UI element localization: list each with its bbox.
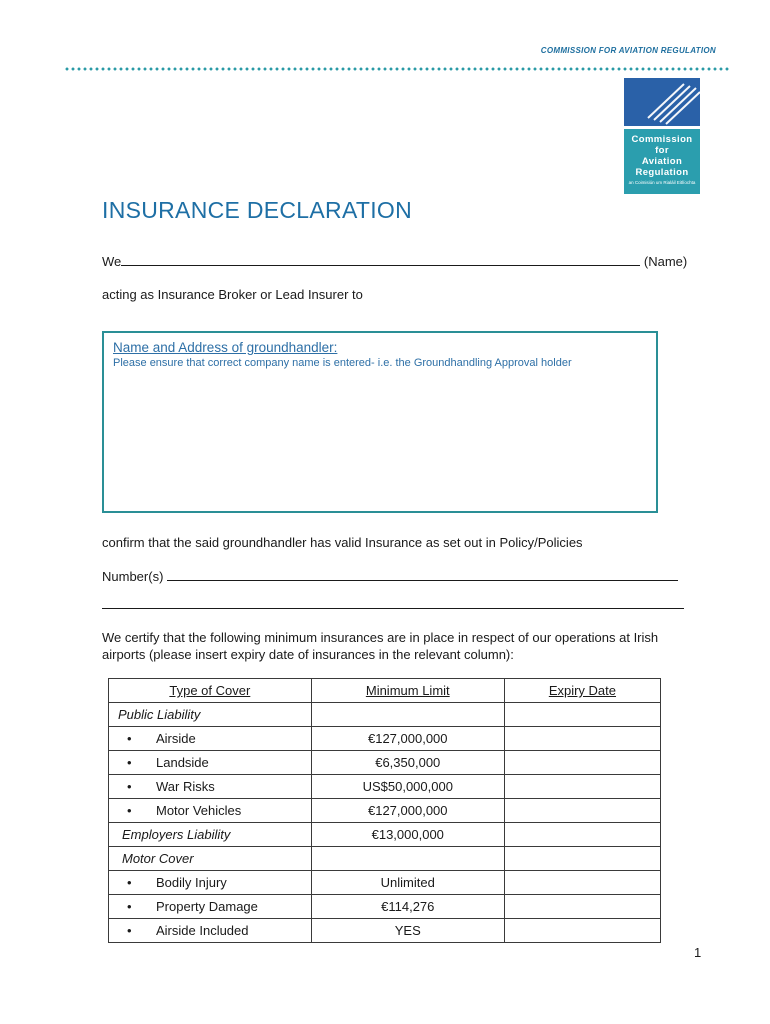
col-header-type: Type of Cover [109, 679, 312, 703]
logo-line: Aviation [641, 156, 683, 167]
logo-irish-name: an Coimisiún um Rialáil Eitlíochta [628, 180, 696, 185]
cover-label: Bodily Injury [156, 875, 227, 890]
swoosh-icon [624, 78, 700, 126]
name-suffix: (Name) [643, 254, 688, 269]
cover-item [109, 751, 312, 775]
dotted-divider [64, 66, 730, 72]
limit-cell [311, 703, 504, 727]
cover-item [109, 895, 312, 919]
limit-cell: €114,276 [311, 895, 504, 919]
limit-cell: US$50,000,000 [311, 775, 504, 799]
limit-cell [311, 847, 504, 871]
insurance-table [108, 678, 661, 943]
expiry-date-cell[interactable] [504, 775, 660, 799]
policy-numbers-field[interactable] [167, 568, 678, 581]
expiry-date-cell[interactable] [504, 751, 660, 775]
bullet: • [127, 803, 132, 818]
expiry-date-cell[interactable] [504, 823, 660, 847]
policy-numbers-line [102, 568, 678, 584]
cover-label: Airside Included [156, 923, 249, 938]
limit-cell: €127,000,000 [311, 799, 504, 823]
table-row [109, 751, 661, 775]
cover-label: Property Damage [156, 899, 258, 914]
table-row [109, 847, 661, 871]
table-row [109, 919, 661, 943]
table-row [109, 895, 661, 919]
page-number: 1 [694, 945, 702, 960]
table-row [109, 871, 661, 895]
cover-label: War Risks [156, 779, 215, 794]
cover-item [109, 799, 312, 823]
groundhandler-box[interactable] [102, 331, 658, 513]
we-prefix: We [102, 254, 122, 269]
bullet: • [127, 731, 132, 746]
cover-item [109, 775, 312, 799]
numbers-label: Number(s) [102, 569, 164, 584]
cover-category: Motor Cover [109, 847, 312, 871]
confirm-text: confirm that the said groundhandler has valid Insurance as set out in Policy/Policies [102, 535, 583, 550]
table-row [109, 799, 661, 823]
bullet: • [127, 779, 132, 794]
expiry-date-cell[interactable] [504, 919, 660, 943]
cover-item [109, 871, 312, 895]
expiry-date-cell[interactable] [504, 847, 660, 871]
col-header-expiry: Expiry Date [504, 679, 660, 703]
table-header-row [109, 679, 661, 703]
expiry-date-cell[interactable] [504, 871, 660, 895]
expiry-date-cell[interactable] [504, 799, 660, 823]
table-row [109, 775, 661, 799]
table-row [109, 727, 661, 751]
cover-label: Landside [156, 755, 209, 770]
cover-category: Employers Liability [109, 823, 312, 847]
we-name-line [102, 253, 687, 269]
bullet: • [127, 875, 132, 890]
limit-cell: €13,000,000 [311, 823, 504, 847]
bullet: • [127, 899, 132, 914]
page-title: INSURANCE DECLARATION [102, 197, 413, 223]
name-blank-field[interactable] [121, 253, 640, 266]
groundhandler-note: Please ensure that correct company name is entered- i.e. the Groundhandling Approval holder [113, 357, 572, 369]
limit-cell: €6,350,000 [311, 751, 504, 775]
col-header-limit: Minimum Limit [311, 679, 504, 703]
cover-item [109, 727, 312, 751]
logo-line: Commission [631, 134, 693, 145]
logo-text-block [624, 129, 700, 194]
logo-line: for [655, 145, 669, 156]
cover-category: Public Liability [109, 703, 312, 727]
acting-as-text: acting as Insurance Broker or Lead Insurer to [102, 287, 363, 302]
expiry-date-cell[interactable] [504, 727, 660, 751]
limit-cell: Unlimited [311, 871, 504, 895]
cover-label: Airside [156, 731, 196, 746]
cover-item [109, 919, 312, 943]
cover-label: Motor Vehicles [156, 803, 242, 818]
policy-numbers-field-continued[interactable] [102, 608, 684, 609]
bullet: • [127, 755, 132, 770]
limit-cell: YES [311, 919, 504, 943]
groundhandler-label: Name and Address of groundhandler: [113, 340, 338, 355]
table-row [109, 703, 661, 727]
expiry-date-cell[interactable] [504, 703, 660, 727]
logo-line: Regulation [635, 167, 689, 178]
logo-swoosh-block [624, 78, 700, 126]
bullet: • [127, 923, 132, 938]
expiry-date-cell[interactable] [504, 895, 660, 919]
cars-logo [624, 78, 702, 194]
limit-cell: €127,000,000 [311, 727, 504, 751]
header-org-name: COMMISSION FOR AVIATION REGULATION [540, 46, 716, 55]
table-row [109, 823, 661, 847]
certify-paragraph: We certify that the following minimum insurances are in place in respect of our operations at Irish airports (please insert expiry date of insurances in the relevant column): [102, 630, 659, 662]
